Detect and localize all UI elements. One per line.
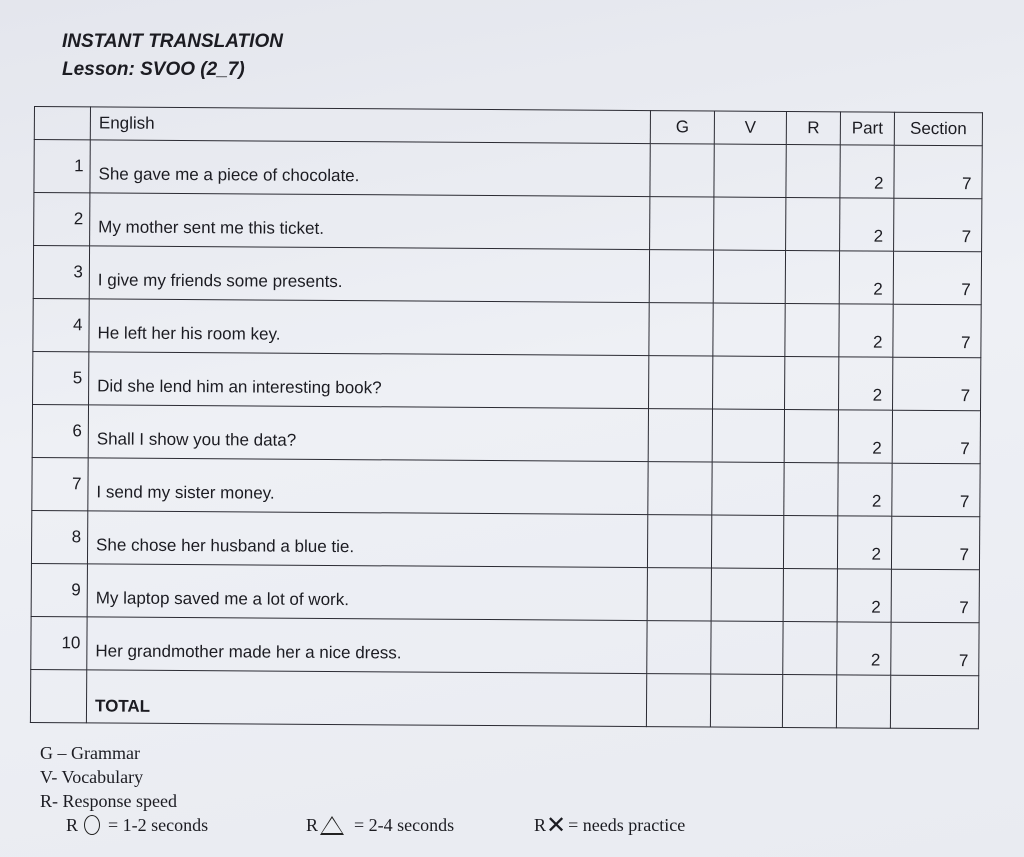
row-part: 2: [839, 357, 893, 410]
row-section: 7: [894, 198, 982, 252]
legend: [40, 741, 685, 837]
row-section: 7: [892, 463, 980, 517]
row-number: 6: [32, 404, 88, 457]
worksheet-header: [62, 28, 283, 84]
table-row: [33, 298, 981, 357]
total-number-cell: [30, 669, 86, 722]
table-row: [33, 351, 981, 410]
row-vocabulary-cell: [712, 409, 784, 462]
header-vocabulary: V: [714, 111, 786, 144]
row-part: 2: [839, 251, 893, 304]
row-number: 3: [33, 246, 89, 299]
row-number: 7: [32, 457, 88, 510]
row-section: 7: [891, 622, 979, 676]
total-vocabulary-cell: [710, 674, 782, 727]
table-row: [34, 140, 982, 199]
row-english-sentence: Her grandmother made her a nice dress.: [87, 617, 647, 674]
row-section: 7: [891, 569, 979, 623]
header-grammar: G: [650, 111, 714, 144]
row-part: 2: [838, 410, 892, 463]
header-english: English: [90, 107, 650, 144]
row-response-cell: [785, 250, 839, 303]
row-response-cell: [783, 621, 837, 674]
row-english-sentence: My mother sent me this ticket.: [90, 193, 650, 250]
row-english-sentence: I give my friends some presents.: [89, 246, 649, 303]
row-response-cell: [783, 515, 837, 568]
table-row: [31, 510, 979, 569]
legend-grammar: G – Grammar: [40, 743, 140, 763]
row-number: 10: [31, 616, 87, 669]
row-number: 1: [34, 140, 90, 193]
legend-cross-item: [534, 813, 685, 837]
scoring-sheet: [30, 106, 982, 729]
row-vocabulary-cell: [711, 568, 783, 621]
row-english-sentence: Shall I show you the data?: [88, 405, 648, 462]
total-row: [30, 669, 978, 728]
row-english-sentence: She gave me a piece of chocolate.: [90, 140, 650, 197]
circle-icon: [84, 815, 100, 835]
row-grammar-cell: [647, 621, 711, 674]
total-response-cell: [782, 674, 836, 727]
row-response-cell: [786, 144, 840, 197]
row-grammar-cell: [648, 409, 712, 462]
row-vocabulary-cell: [714, 144, 786, 197]
row-vocabulary-cell: [713, 356, 785, 409]
row-section: 7: [892, 410, 980, 464]
table-row: [31, 616, 979, 675]
row-grammar-cell: [650, 144, 714, 197]
legend-r-prefix: R: [306, 815, 319, 835]
row-part: 2: [837, 622, 891, 675]
row-grammar-cell: [649, 250, 713, 303]
row-grammar-cell: [647, 515, 711, 568]
table-row: [32, 404, 980, 463]
legend-triangle-item: [306, 813, 534, 837]
legend-circle-text: = 1-2 seconds: [108, 815, 209, 835]
row-vocabulary-cell: [714, 197, 786, 250]
legend-cross-text: = needs practice: [568, 815, 686, 835]
total-section-cell: [890, 675, 978, 729]
triangle-icon: [320, 816, 344, 835]
row-english-sentence: She chose her husband a blue tie.: [87, 511, 647, 568]
row-english-sentence: Did she lend him an interesting book?: [89, 352, 649, 409]
row-section: 7: [891, 516, 979, 570]
total-label: TOTAL: [86, 670, 646, 727]
row-grammar-cell: [647, 568, 711, 621]
row-number: 4: [33, 298, 89, 351]
legend-response: R- Response speed: [40, 791, 177, 811]
legend-r-prefix: R: [534, 815, 547, 835]
total-grammar-cell: [646, 674, 710, 727]
row-vocabulary-cell: [712, 462, 784, 515]
row-number: 5: [33, 351, 89, 404]
row-grammar-cell: [649, 356, 713, 409]
legend-triangle-text: = 2-4 seconds: [354, 815, 455, 835]
row-response-cell: [784, 462, 838, 515]
row-response-cell: [786, 197, 840, 250]
row-grammar-cell: [648, 462, 712, 515]
row-part: 2: [839, 304, 893, 357]
row-vocabulary-cell: [713, 250, 785, 303]
scoring-table: [30, 106, 983, 729]
row-english-sentence: I send my sister money.: [88, 458, 648, 515]
legend-r-prefix: R: [66, 815, 79, 835]
row-vocabulary-cell: [713, 303, 785, 356]
row-vocabulary-cell: [711, 515, 783, 568]
legend-circle-item: [66, 813, 306, 837]
row-grammar-cell: [650, 197, 714, 250]
row-number: 9: [31, 563, 87, 616]
row-english-sentence: My laptop saved me a lot of work.: [87, 564, 647, 621]
row-part: 2: [840, 198, 894, 251]
row-part: 2: [837, 516, 891, 569]
header-response: R: [786, 111, 840, 144]
row-number: 8: [31, 510, 87, 563]
row-english-sentence: He left her his room key.: [89, 299, 649, 356]
header-number: [34, 107, 90, 140]
row-section: 7: [894, 145, 982, 199]
worksheet-title: INSTANT TRANSLATION: [62, 31, 283, 52]
cross-icon: ✕: [546, 811, 567, 839]
row-response-cell: [784, 409, 838, 462]
legend-response-scale: [66, 813, 685, 837]
table-row: [34, 193, 982, 252]
legend-vocabulary: V- Vocabulary: [40, 767, 144, 787]
row-section: 7: [893, 357, 981, 411]
row-part: 2: [840, 145, 894, 198]
row-grammar-cell: [649, 303, 713, 356]
row-number: 2: [34, 193, 90, 246]
row-response-cell: [785, 303, 839, 356]
row-part: 2: [837, 569, 891, 622]
table-row: [31, 563, 979, 622]
lesson-label: Lesson: SVOO (2_7): [62, 59, 245, 80]
table-row: [33, 246, 981, 305]
row-response-cell: [783, 568, 837, 621]
row-part: 2: [838, 463, 892, 516]
row-section: 7: [893, 304, 981, 358]
row-response-cell: [785, 356, 839, 409]
total-part-cell: [836, 675, 890, 728]
table-row: [32, 457, 980, 516]
header-part: Part: [840, 112, 894, 145]
row-vocabulary-cell: [711, 621, 783, 674]
row-section: 7: [893, 251, 981, 305]
header-section: Section: [894, 112, 982, 146]
